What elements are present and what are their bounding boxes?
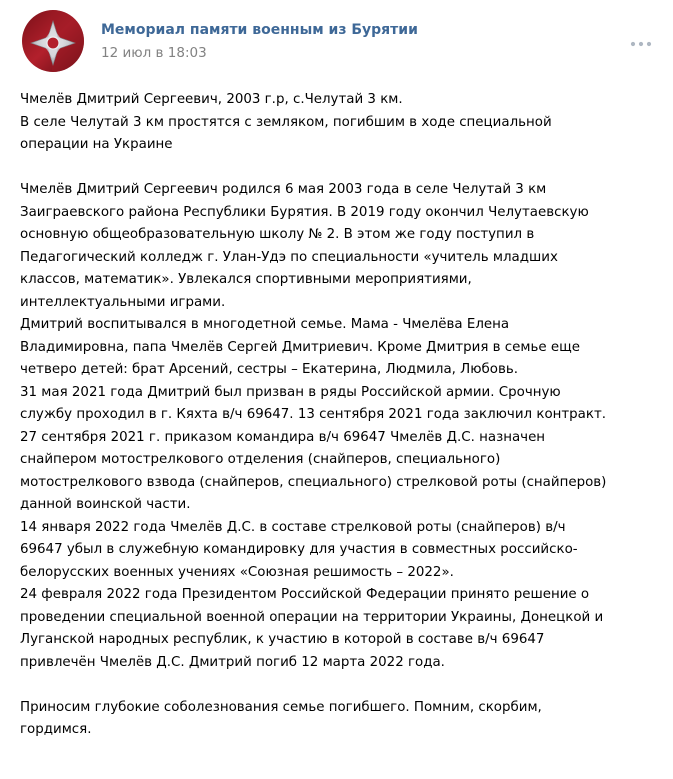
post-text-line: Чмелёв Дмитрий Сергеевич родился 6 мая 2003 года в селе Челутай 3 км bbox=[20, 182, 547, 197]
post-text-line: 69647 убыл в служебную командировку для участия в совместных российско- bbox=[20, 542, 578, 557]
post-text-line: снайпером мотострелкового отделения (снайперов, специального) bbox=[20, 452, 501, 467]
post-text-line: Заиграевского района Республики Бурятия. В 2019 году окончил Челутаевскую bbox=[20, 204, 589, 220]
post-text-line: мотострелкового взвода (снайперов, специального) стрелковой роты (снайперов) bbox=[20, 474, 607, 490]
author-name[interactable]: Мемориал памяти военным из Бурятии bbox=[101, 22, 418, 38]
post-text-line: 27 сентября 2021 г. приказом командира в/ч 69647 Чмелёв Д.С. назначен bbox=[20, 429, 546, 445]
post-text-line: данной воинской части. bbox=[20, 497, 191, 512]
post-text-line: 14 января 2022 года Чмелёв Д.С. в составе стрелковой роты (снайперов) в/ч bbox=[20, 519, 566, 535]
post-text-line: интеллектуальными играми. bbox=[20, 294, 226, 310]
community-avatar[interactable] bbox=[22, 10, 84, 72]
post-text-line bbox=[20, 674, 668, 697]
post-text-line: Приносим глубокие соболезнования семье погибшего. Помним, скорбим, bbox=[20, 699, 542, 715]
post-text-line: Владимировна, папа Чмелёв Сергей Дмитриевич. Кроме Дмитрия в семье еще bbox=[20, 339, 580, 355]
order-medal-icon bbox=[22, 10, 84, 72]
post-text-line: привлечён Чмелёв Д.С. Дмитрий погиб 12 марта 2022 года. bbox=[20, 654, 445, 670]
post-text-line: В селе Челутай 3 км простятся с земляком, погибшим в ходе специальной bbox=[20, 114, 552, 130]
post-text-line: классов, математик». Увлекался спортивными мероприятиями, bbox=[20, 272, 472, 287]
more-dots-icon bbox=[628, 37, 654, 51]
post-text bbox=[20, 89, 668, 742]
post-text-line: службу проходил в г. Кяхта в/ч 69647. 13 сентября 2021 года заключил контракт. bbox=[20, 407, 607, 422]
post-text-line: Педагогический колледж г. Улан-Удэ по специальности «учитель младших bbox=[20, 249, 558, 265]
post-text-line bbox=[20, 157, 668, 180]
post-text-line: 31 мая 2021 года Дмитрий был призван в ряды Российской армии. Срочную bbox=[20, 384, 561, 400]
post-text-line: белорусских военных учениях «Союзная решимость – 2022». bbox=[20, 564, 454, 580]
post-date[interactable]: 12 июл в 18:03 bbox=[101, 45, 207, 61]
post-text-line: Дмитрий воспитывался в многодетной семье. Мама - Чмелёва Елена bbox=[20, 317, 510, 332]
post-text-line: четверо детей: брат Арсений, сестры – Екатерина, Людмила, Любовь. bbox=[20, 362, 519, 377]
post-text-line: операции на Украине bbox=[20, 137, 173, 152]
post-text-line: проведении специальной военной операции на территории Украины, Донецкой и bbox=[20, 609, 604, 625]
post-text-line: гордимся. bbox=[20, 722, 92, 737]
post-text-line: Луганской народных республик, к участию в которой в составе в/ч 69647 bbox=[20, 632, 545, 647]
more-options-button[interactable] bbox=[628, 37, 654, 51]
post-text-line: 24 февраля 2022 года Президентом Российской Федерации принято решение о bbox=[20, 587, 590, 602]
post-text-line: Чмелёв Дмитрий Сергеевич, 2003 г.р, с.Челутай 3 км. bbox=[20, 92, 403, 107]
post-text-line: основную общеобразовательную школу № 2. В этом же году поступил в bbox=[20, 227, 535, 242]
